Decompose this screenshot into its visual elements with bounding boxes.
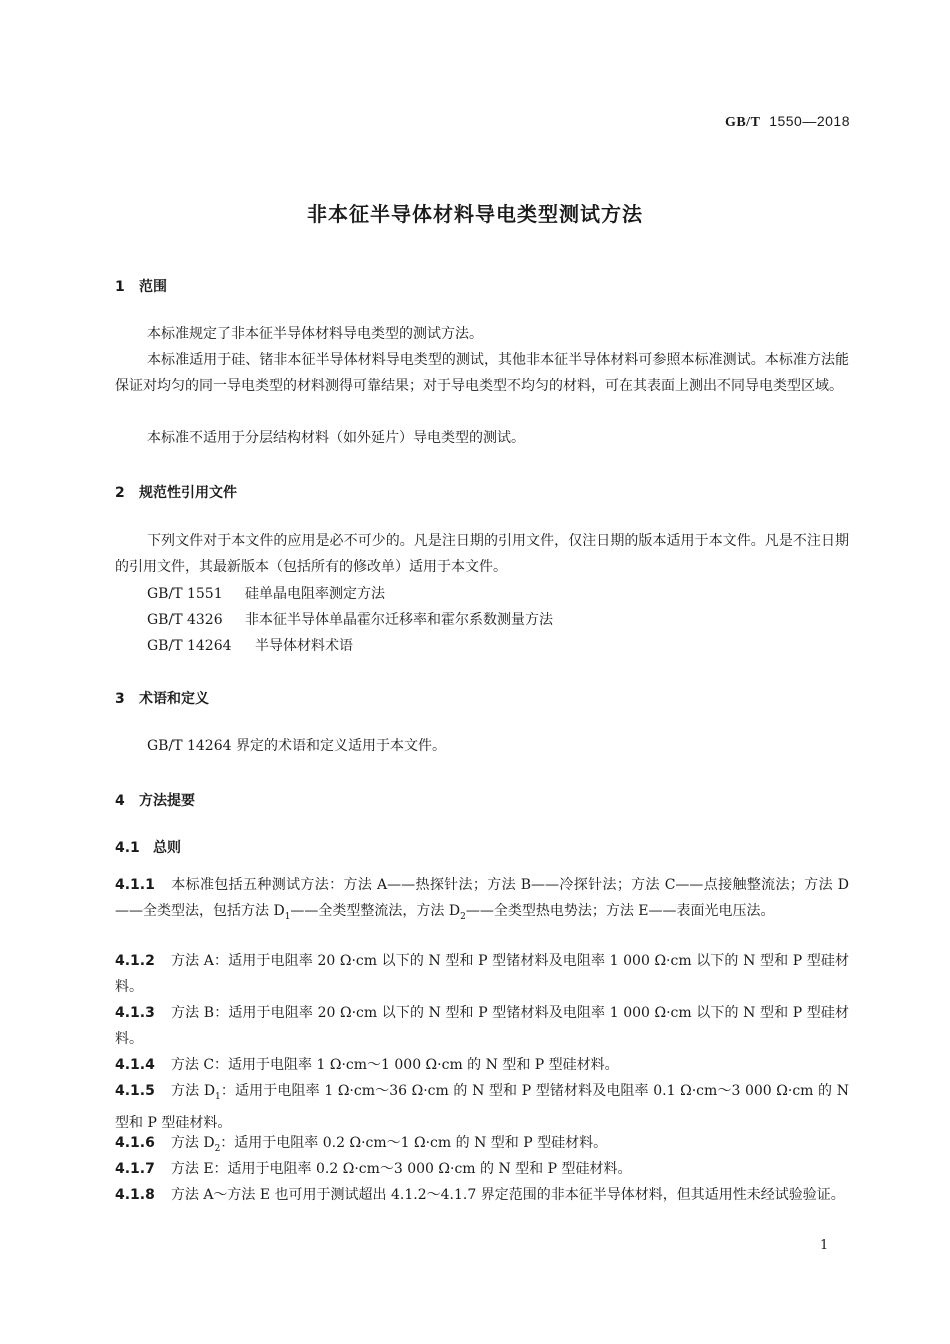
section-4-heading: [115, 790, 195, 810]
standard-number: [725, 113, 850, 131]
paragraph: 本标准不适用于分层结构材料（如外延片）导电类型的测试。: [147, 430, 525, 446]
section-title: 方法提要: [139, 793, 195, 809]
clause-number: 4.1.2: [115, 953, 155, 969]
clause-text: 本标准包括五种测试方法：方法 A——热探针法；方法 B——冷探针法；方法 C——点接触整流法；方法 D——全类型法，包括方法 D: [115, 877, 849, 919]
section-1-heading: [115, 276, 167, 296]
section-number: 2: [115, 485, 125, 501]
reference-code: GB/T 4326: [147, 612, 223, 628]
clause-4-1-7: [115, 1156, 849, 1182]
clause-text: ——全类型热电势法；方法 E——表面光电压法。: [465, 903, 775, 919]
clause-text: ——全类型整流法，方法 D: [290, 903, 461, 919]
reference-title: 硅单晶电阻率测定方法: [245, 586, 385, 602]
paragraph: 本标准适用于硅、锗非本征半导体材料导电类型的测试，其他非本征半导体材料可参照本标准测试。本标准方法能保证对均匀的同一导电类型的材料测得可靠结果；对于导电类型不均匀的材料，可在其表面上测出不同导电类型区域。: [115, 352, 849, 394]
document-title: 非本征半导体材料导电类型测试方法: [307, 202, 643, 226]
reference-item: [147, 609, 553, 629]
clause-text: ：适用于电阻率 1 Ω·cm～36 Ω·cm 的 N 型和 P 型锗材料及电阻率 0.1 Ω·cm～3 000 Ω·cm 的 N 型和 P 型硅材料。: [115, 1083, 849, 1131]
paragraph: 下列文件对于本文件的应用是必不可少的。凡是注日期的引用文件，仅注日期的版本适用于本文件。凡是不注日期的引用文件，其最新版本（包括所有的修改单）适用于本文件。: [115, 533, 849, 575]
clause-number: 4.1.5: [115, 1083, 155, 1099]
clause-number: 4.1.6: [115, 1135, 155, 1151]
section-2-heading: [115, 482, 237, 502]
subscript: 2: [214, 1143, 221, 1154]
subscript: 2: [460, 911, 466, 922]
clause-number: 4.1.1: [115, 877, 155, 893]
clause-text: 方法 B：适用于电阻率 20 Ω·cm 以下的 N 型和 P 型锗材料及电阻率 1 000 Ω·cm 以下的 N 型和 P 型硅材料。: [115, 1005, 849, 1047]
reference-item: [147, 583, 385, 603]
clause-text: 方法 A～方法 E 也可用于测试超出 4.1.2～4.1.7 界定范围的非本征半导体材料，但其适用性未经试验验证。: [170, 1187, 845, 1203]
clause-text: 方法 C：适用于电阻率 1 Ω·cm～1 000 Ω·cm 的 N 型和 P 型硅材料。: [170, 1057, 619, 1073]
paragraph: 本标准规定了非本征半导体材料导电类型的测试方法。: [147, 326, 483, 342]
clause-4-1-3: [115, 1000, 849, 1052]
clause-text: ：适用于电阻率 0.2 Ω·cm～1 Ω·cm 的 N 型和 P 型硅材料。: [220, 1135, 608, 1151]
page-number: 1: [820, 1238, 829, 1253]
clause-4-1-5: [115, 1078, 849, 1136]
reference-title: 非本征半导体单晶霍尔迁移率和霍尔系数测量方法: [245, 612, 553, 628]
section-number: 3: [115, 691, 125, 707]
clause-number: 4.1.3: [115, 1005, 155, 1021]
subsection-number: 4.1: [115, 840, 140, 856]
clause-4-1-2: [115, 948, 849, 1000]
subscript: 1: [215, 1091, 221, 1102]
section-3-heading: [115, 688, 209, 708]
section-number: 1: [115, 279, 125, 295]
clause-number: 4.1.4: [115, 1057, 155, 1073]
paragraph: GB/T 14264 界定的术语和定义适用于本文件。: [147, 738, 446, 754]
subsection-4-1-heading: [115, 837, 181, 857]
clause-number: 4.1.7: [115, 1161, 155, 1177]
clause-number: 4.1.8: [115, 1187, 155, 1203]
clause-4-1-1: [115, 872, 849, 930]
section-title: 范围: [139, 279, 167, 295]
subsection-title: 总则: [153, 840, 181, 856]
reference-item: [147, 635, 353, 655]
standard-prefix: GB/T: [724, 115, 761, 130]
section-title: 规范性引用文件: [139, 485, 237, 501]
clause-text: 方法 D: [170, 1083, 216, 1099]
reference-code: GB/T 1551: [147, 586, 223, 602]
standard-code: 1550—2018: [769, 113, 850, 129]
reference-code: GB/T 14264: [147, 638, 232, 654]
section-number: 4: [115, 793, 125, 809]
reference-title: 半导体材料术语: [255, 638, 353, 654]
clause-text: 方法 A：适用于电阻率 20 Ω·cm 以下的 N 型和 P 型锗材料及电阻率 1 000 Ω·cm 以下的 N 型和 P 型硅材料。: [115, 953, 849, 995]
clause-text: 方法 D: [170, 1135, 215, 1151]
clause-text: 方法 E：适用于电阻率 0.2 Ω·cm～3 000 Ω·cm 的 N 型和 P 型硅材料。: [170, 1161, 632, 1177]
subscript: 1: [284, 911, 291, 922]
clause-4-1-8: [115, 1182, 849, 1208]
clause-4-1-4: [115, 1052, 849, 1078]
section-title: 术语和定义: [139, 691, 209, 707]
